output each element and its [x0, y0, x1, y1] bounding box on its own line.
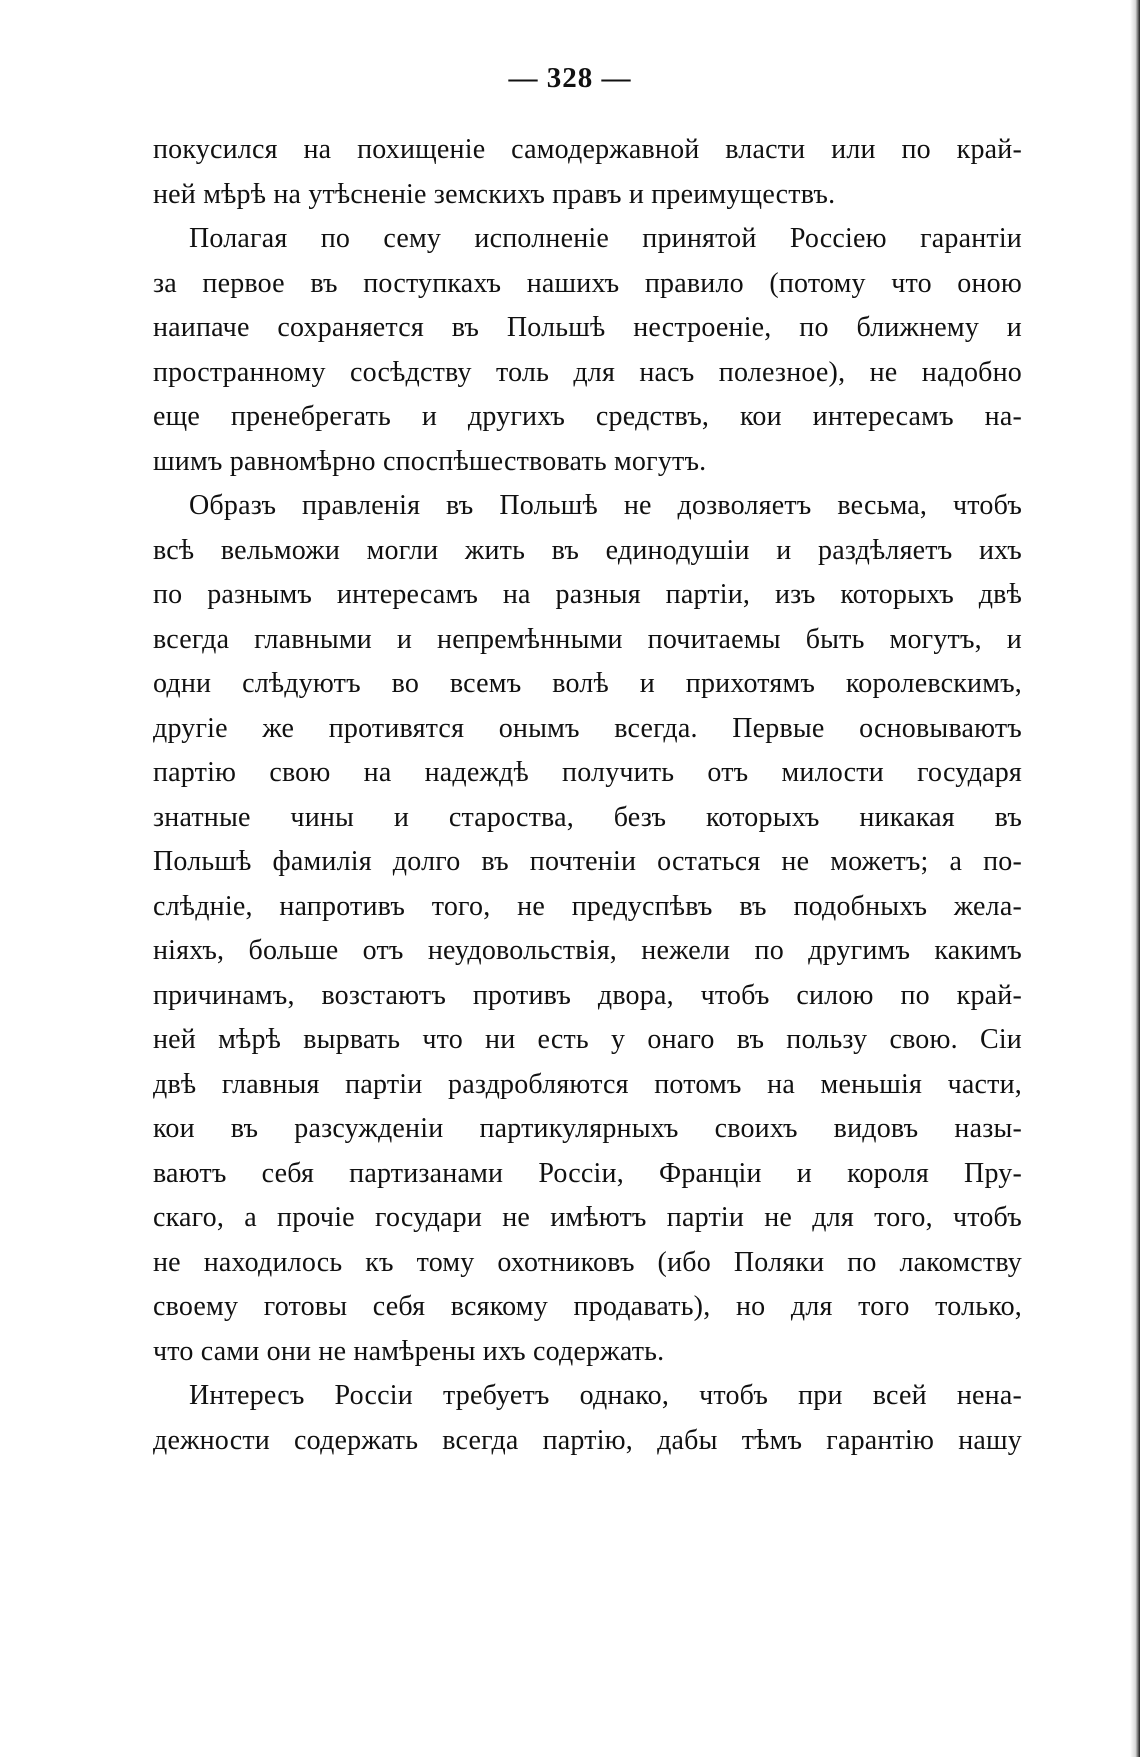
paragraph-4	[153, 1374, 1022, 1463]
text-line: ней мѣрѣ на утѣсненіе земскихъ правъ и преимуществъ.	[153, 178, 836, 210]
text-line: причинамъ, возстаютъ противъ двора, чтобъ силою по край-	[153, 979, 1022, 1011]
text-line: что сами они не намѣрены ихъ содержать.	[153, 1335, 665, 1367]
text-line: Полагая по сему исполненіе принятой Россіею гарантіи	[189, 223, 1022, 254]
text-line: всегда главными и непремѣнными почитаемы быть могутъ, и	[153, 623, 1022, 655]
text-line: одни слѣдуютъ во всемъ волѣ и прихотямъ королевскимъ,	[153, 668, 1022, 699]
text-line: ніяхъ, больше отъ неудовольствія, нежели по другимъ какимъ	[153, 935, 1022, 966]
text-line: покусился на похищеніе самодержавной власти или по край-	[153, 134, 1022, 165]
text-line: ваютъ себя партизанами Россіи, Франціи и короля Пру-	[153, 1157, 1022, 1189]
text-line: по разнымъ интересамъ на разныя партіи, изъ которыхъ двѣ	[153, 579, 1022, 610]
paragraph-2	[153, 217, 1022, 484]
page-edge-shadow	[1130, 0, 1140, 1757]
text-line: еще пренебрегать и другихъ средствъ, кои интересамъ на-	[153, 401, 1022, 432]
text-line: знатные чины и староства, безъ которыхъ никакая въ	[153, 801, 1022, 833]
text-line: своему готовы себя всякому продавать), но для того только,	[153, 1291, 1022, 1322]
text-line: наипаче сохраняется въ Польшѣ нестроеніе, по ближнему и	[153, 312, 1022, 343]
text-line: Образъ правленія въ Польшѣ не дозволяетъ весьма, чтобъ	[189, 490, 1022, 521]
paragraph-1	[153, 128, 1022, 217]
text-line: пространному сосѣдству толь для насъ полезное), не надобно	[153, 356, 1022, 388]
text-line: дежности содержать всегда партію, дабы тѣмъ гарантію нашу	[153, 1424, 1022, 1456]
text-line: не находилось къ тому охотниковъ (ибо Поляки по лакомству	[153, 1246, 1022, 1278]
page-number: — 328 —	[508, 62, 632, 94]
text-line: кои въ разсужденіи партикулярныхъ своихъ видовъ назы-	[153, 1113, 1022, 1144]
body-text	[153, 128, 1022, 1463]
text-line: за первое въ поступкахъ нашихъ правило (потому что оною	[153, 267, 1022, 299]
text-line: Интересъ Россіи требуетъ однако, чтобъ при всей нена-	[189, 1380, 1022, 1411]
text-line: шимъ равномѣрно споспѣшествовать могутъ.	[153, 445, 707, 477]
text-line: ней мѣрѣ вырвать что ни есть у онаго въ пользу свою. Сіи	[153, 1024, 1022, 1055]
text-line: партію свою на надеждѣ получить отъ милости государя	[153, 757, 1022, 788]
text-line: Польшѣ фамилія долго въ почтеніи остаться не можетъ; а по-	[153, 846, 1022, 877]
text-line: слѣдніе, напротивъ того, не предуспѣвъ въ подобныхъ жела-	[153, 890, 1022, 922]
text-line: скаго, а прочіе государи не имѣютъ партіи не для того, чтобъ	[153, 1202, 1022, 1233]
text-line: двѣ главныя партіи раздробляются потомъ на меньшія части,	[153, 1068, 1022, 1100]
text-line: всѣ вельможи могли жить въ единодушіи и раздѣляетъ ихъ	[153, 534, 1022, 566]
text-line: другіе же противятся онымъ всегда. Первые основываютъ	[153, 712, 1022, 744]
paragraph-3	[153, 484, 1022, 1374]
